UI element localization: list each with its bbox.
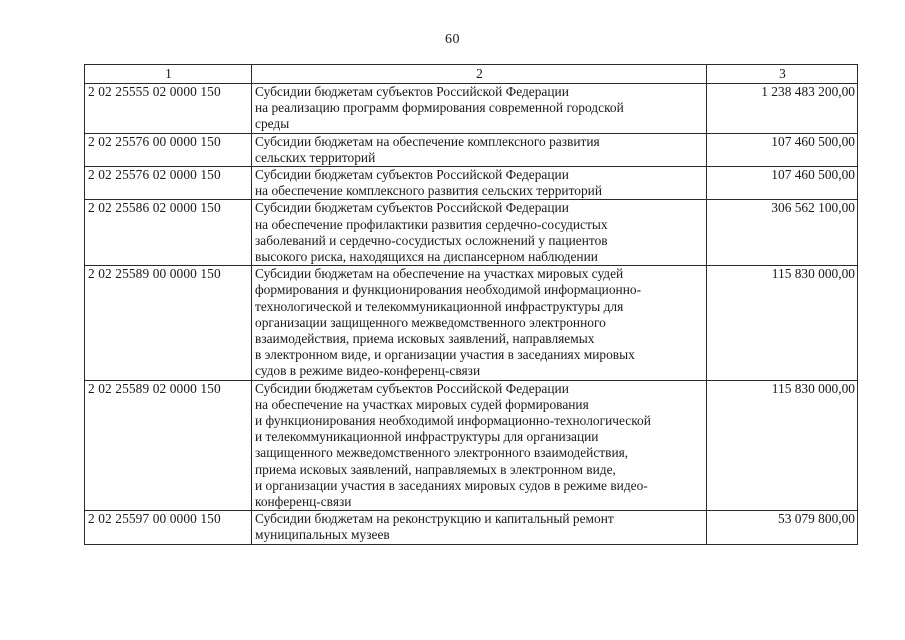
revenue-name-cell: [252, 511, 707, 544]
table-row: [85, 133, 858, 166]
revenue-name-line: сельских территорий: [255, 149, 376, 165]
revenue-name-line: Субсидии бюджетам субъектов Российской Федерации: [255, 380, 569, 396]
table-row: [85, 167, 858, 200]
revenue-name-line: формирования и функционирования необходимой информационно-: [255, 282, 642, 298]
revenue-name-cell: [252, 84, 707, 134]
amount-cell: 107 460 500,00: [707, 133, 858, 166]
table-row: [85, 266, 858, 380]
revenue-name-line: технологической и телекоммуникационной инфраструктуры для: [255, 298, 624, 314]
revenue-name-line: взаимодействия, приема исковых заявлений, направляемых: [255, 331, 595, 347]
revenue-name-line: судов в режиме видео-конференц-связи: [255, 363, 481, 379]
revenue-code-cell: 2 02 25576 00 0000 150: [85, 133, 252, 166]
revenue-name-line: на обеспечение на участках мировых судей формирования: [255, 396, 589, 412]
revenue-code-cell: 2 02 25586 02 0000 150: [85, 200, 252, 266]
revenue-name-line: защищенного межведомственного электронного взаимодействия,: [255, 445, 629, 461]
revenue-name-cell: [252, 200, 707, 266]
revenue-name-line: Субсидии бюджетам на реконструкцию и капитальный ремонт: [255, 511, 614, 527]
table-row: [85, 200, 858, 266]
revenue-code-cell: 2 02 25576 02 0000 150: [85, 167, 252, 200]
table-header-row: [85, 65, 858, 84]
revenue-name-line: заболеваний и сердечно-сосудистых осложнений у пациентов: [255, 232, 608, 248]
revenue-name-line: среды: [255, 116, 290, 132]
page-number: 60: [445, 32, 460, 47]
revenue-name-line: конференц-связи: [255, 494, 352, 510]
amount-cell: 115 830 000,00: [707, 266, 858, 380]
column-header-name: 2: [252, 65, 707, 84]
revenue-name-line: Субсидии бюджетам субъектов Российской Федерации: [255, 84, 569, 99]
column-header-code: 1: [85, 65, 252, 84]
revenue-name-line: приема исковых заявлений, направляемых в электронном виде,: [255, 461, 616, 477]
revenue-name-line: Субсидии бюджетам на обеспечение комплексного развития: [255, 133, 600, 149]
revenue-name-cell: [252, 380, 707, 511]
revenue-name-cell: [252, 133, 707, 166]
revenue-name-line: и телекоммуникационной инфраструктуры для организации: [255, 429, 599, 445]
revenue-name-cell: [252, 167, 707, 200]
budget-revenue-table: [84, 64, 858, 545]
revenue-code-cell: 2 02 25589 02 0000 150: [85, 380, 252, 511]
revenue-name-line: Субсидии бюджетам на обеспечение на участках мировых судей: [255, 266, 624, 282]
amount-cell: 107 460 500,00: [707, 167, 858, 200]
revenue-name-line: в электронном виде, и организации участия в заседаниях мировых: [255, 347, 635, 363]
amount-cell: 306 562 100,00: [707, 200, 858, 266]
revenue-name-line: и функционирования необходимой информационно-технологической: [255, 413, 651, 429]
revenue-name-line: организации защищенного межведомственного электронного: [255, 314, 606, 330]
revenue-name-line: на реализацию программ формирования современной городской: [255, 100, 624, 116]
revenue-name-line: высокого риска, находящихся на диспансерном наблюдении: [255, 249, 598, 265]
table-row: [85, 511, 858, 544]
amount-cell: 115 830 000,00: [707, 380, 858, 511]
revenue-name-line: на обеспечение профилактики развития сердечно-сосудистых: [255, 216, 608, 232]
revenue-name-line: муниципальных музеев: [255, 527, 390, 543]
revenue-code-cell: 2 02 25589 00 0000 150: [85, 266, 252, 380]
revenue-name-cell: [252, 266, 707, 380]
revenue-name-line: и организации участия в заседаниях мировых судов в режиме видео-: [255, 477, 648, 493]
column-header-amount: 3: [707, 65, 858, 84]
revenue-name-line: на обеспечение комплексного развития сельских территорий: [255, 183, 602, 199]
revenue-name-line: Субсидии бюджетам субъектов Российской Федерации: [255, 200, 569, 216]
revenue-code-cell: 2 02 25597 00 0000 150: [85, 511, 252, 544]
amount-cell: 1 238 483 200,00: [707, 84, 858, 134]
table-row: [85, 380, 858, 511]
revenue-code-cell: 2 02 25555 02 0000 150: [85, 84, 252, 134]
revenue-name-line: Субсидии бюджетам субъектов Российской Федерации: [255, 167, 569, 183]
amount-cell: 53 079 800,00: [707, 511, 858, 544]
table-body: [85, 84, 858, 545]
table-row: [85, 84, 858, 134]
